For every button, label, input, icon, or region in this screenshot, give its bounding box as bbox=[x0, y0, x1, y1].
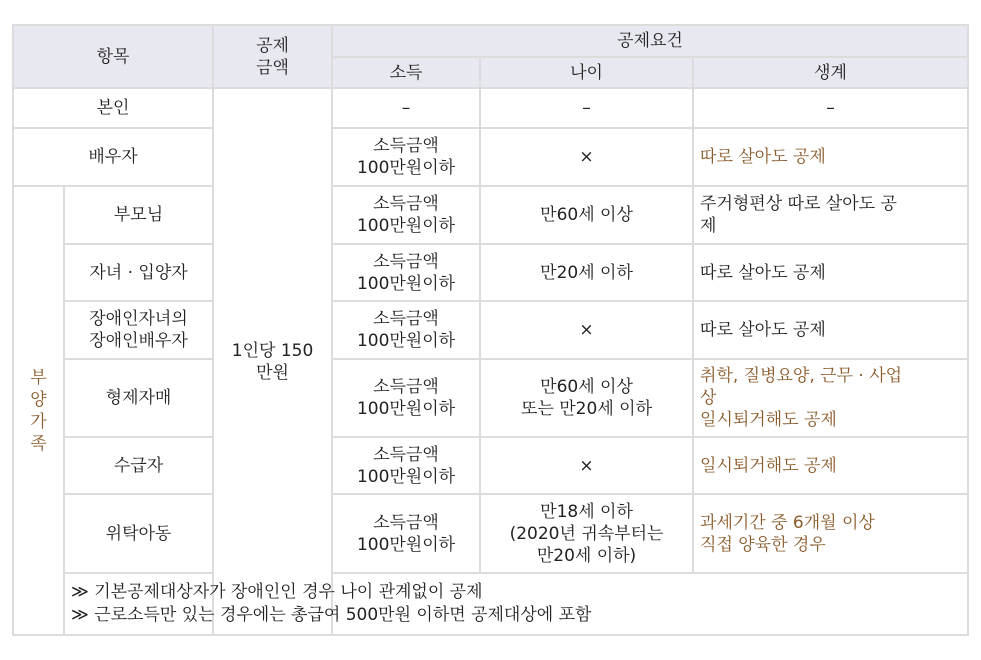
row-name-line2: 장애인배우자 bbox=[89, 331, 188, 351]
row-income-line1: 소득금액 bbox=[373, 512, 439, 533]
row-living bbox=[693, 494, 968, 573]
row-income bbox=[332, 494, 480, 573]
row-name bbox=[64, 359, 213, 437]
row-age-line2: 또는 만20세 이하 bbox=[521, 399, 652, 419]
deduction-table-container bbox=[12, 24, 967, 636]
table-row-self bbox=[13, 88, 968, 128]
table-row-spouse bbox=[13, 128, 968, 186]
dependents-char: 족 bbox=[30, 433, 47, 454]
header-requirements: 공제요건 bbox=[332, 25, 968, 57]
row-age-line1: × bbox=[579, 320, 594, 340]
row-living bbox=[693, 186, 968, 244]
row-age-line3: 만20세 이하) bbox=[536, 545, 637, 566]
row-income-line1: 소득금액 bbox=[373, 194, 439, 214]
row-age-line2: (2020년 귀속부터는 bbox=[509, 523, 664, 544]
row-name bbox=[64, 244, 213, 301]
row-income bbox=[332, 186, 480, 244]
row-name bbox=[64, 494, 213, 573]
row-living-line2: 직접 양육한 경우 bbox=[700, 534, 826, 555]
self-name: 본인 bbox=[13, 88, 213, 128]
row-age-line1: 만60세 이상 bbox=[540, 377, 633, 397]
header-row-1 bbox=[13, 25, 968, 57]
self-living: – bbox=[693, 88, 968, 128]
row-income-line2: 100만원이하 bbox=[356, 331, 456, 351]
header-item: 항목 bbox=[13, 25, 213, 88]
row-age-line1: 만18세 이하 bbox=[540, 501, 633, 522]
row-name bbox=[64, 437, 213, 494]
amount-line2: 만원 bbox=[256, 362, 289, 383]
row-age-line1: 만60세 이상 bbox=[540, 205, 633, 225]
table-row bbox=[13, 301, 968, 359]
header-living: 생계 bbox=[693, 57, 968, 88]
row-age-line1: × bbox=[579, 455, 594, 476]
row-living-line1: 취학, 질병요양, 근무 · 사업 bbox=[700, 366, 903, 386]
row-name-line1: 장애인자녀의 bbox=[89, 309, 188, 329]
row-age-line1: 만20세 이하 bbox=[540, 262, 633, 283]
note-line2: ≫ 근로소득만 있는 경우에는 총급여 500만원 이하면 공제대상에 포함 bbox=[71, 605, 592, 625]
spouse-age: × bbox=[480, 128, 693, 186]
self-income: – bbox=[332, 88, 480, 128]
spouse-living: 따로 살아도 공제 bbox=[693, 128, 968, 186]
header-income: 소득 bbox=[332, 57, 480, 88]
dependents-char: 부 bbox=[30, 367, 47, 388]
row-age bbox=[480, 244, 693, 301]
row-income bbox=[332, 359, 480, 437]
row-income-line1: 소득금액 bbox=[373, 444, 439, 465]
self-age: – bbox=[480, 88, 693, 128]
row-living-line1: 과세기간 중 6개월 이상 bbox=[700, 512, 875, 533]
row-income-line2: 100만원이하 bbox=[356, 466, 456, 487]
spouse-name: 배우자 bbox=[13, 128, 213, 186]
row-living-line1: 일시퇴거해도 공제 bbox=[700, 455, 837, 476]
dependents-char: 양 bbox=[30, 389, 47, 410]
table-row bbox=[13, 494, 968, 573]
row-income-line1: 소득금액 bbox=[373, 377, 439, 397]
header-amount-line1: 공제 bbox=[256, 35, 289, 56]
row-name-line1: 수급자 bbox=[113, 455, 164, 476]
deduction-table bbox=[12, 24, 969, 636]
notes-row bbox=[13, 573, 968, 635]
row-income-line1: 소득금액 bbox=[373, 309, 439, 329]
row-name bbox=[64, 301, 213, 359]
row-living-line2: 제 bbox=[700, 216, 717, 236]
row-living-line1: 따로 살아도 공제 bbox=[700, 262, 826, 283]
dependents-char: 가 bbox=[30, 411, 47, 432]
row-income-line2: 100만원이하 bbox=[356, 399, 456, 419]
spouse-income bbox=[332, 128, 480, 186]
dependents-label bbox=[13, 186, 64, 635]
row-living bbox=[693, 301, 968, 359]
row-name-line1: 부모님 bbox=[113, 205, 164, 225]
spouse-income-line2: 100만원이하 bbox=[356, 158, 456, 178]
header-amount-line2: 금액 bbox=[256, 57, 289, 78]
row-living-line3: 일시퇴거해도 공제 bbox=[700, 410, 837, 430]
row-age bbox=[480, 359, 693, 437]
row-age bbox=[480, 301, 693, 359]
row-name-line1: 형제자매 bbox=[105, 388, 172, 408]
header-amount bbox=[213, 25, 332, 88]
table-row bbox=[13, 359, 968, 437]
row-income bbox=[332, 301, 480, 359]
row-income bbox=[332, 437, 480, 494]
note-line1: ≫ 기본공제대상자가 장애인인 경우 나이 관계없이 공제 bbox=[71, 582, 483, 602]
amount-line1: 1인당 150 bbox=[231, 340, 314, 361]
row-name-line1: 위탁아동 bbox=[105, 523, 172, 544]
row-income-line2: 100만원이하 bbox=[356, 273, 456, 294]
row-living-line2: 상 bbox=[700, 388, 717, 408]
row-age bbox=[480, 186, 693, 244]
amount-cell bbox=[213, 88, 332, 635]
row-living bbox=[693, 244, 968, 301]
row-name bbox=[64, 186, 213, 244]
row-age bbox=[480, 437, 693, 494]
header-age: 나이 bbox=[480, 57, 693, 88]
row-living bbox=[693, 359, 968, 437]
notes-cell bbox=[64, 573, 968, 635]
spouse-income-line1: 소득금액 bbox=[373, 136, 439, 156]
row-income-line1: 소득금액 bbox=[373, 251, 439, 272]
table-row bbox=[13, 437, 968, 494]
table-row bbox=[13, 244, 968, 301]
row-name-line1: 자녀 · 입양자 bbox=[89, 262, 188, 283]
row-income bbox=[332, 244, 480, 301]
row-income-line2: 100만원이하 bbox=[356, 216, 456, 236]
table-row bbox=[13, 186, 968, 244]
row-living bbox=[693, 437, 968, 494]
row-living-line1: 주거형편상 따로 살아도 공 bbox=[700, 194, 897, 214]
row-living-line1: 따로 살아도 공제 bbox=[700, 320, 826, 340]
row-income-line2: 100만원이하 bbox=[356, 534, 456, 555]
row-age bbox=[480, 494, 693, 573]
